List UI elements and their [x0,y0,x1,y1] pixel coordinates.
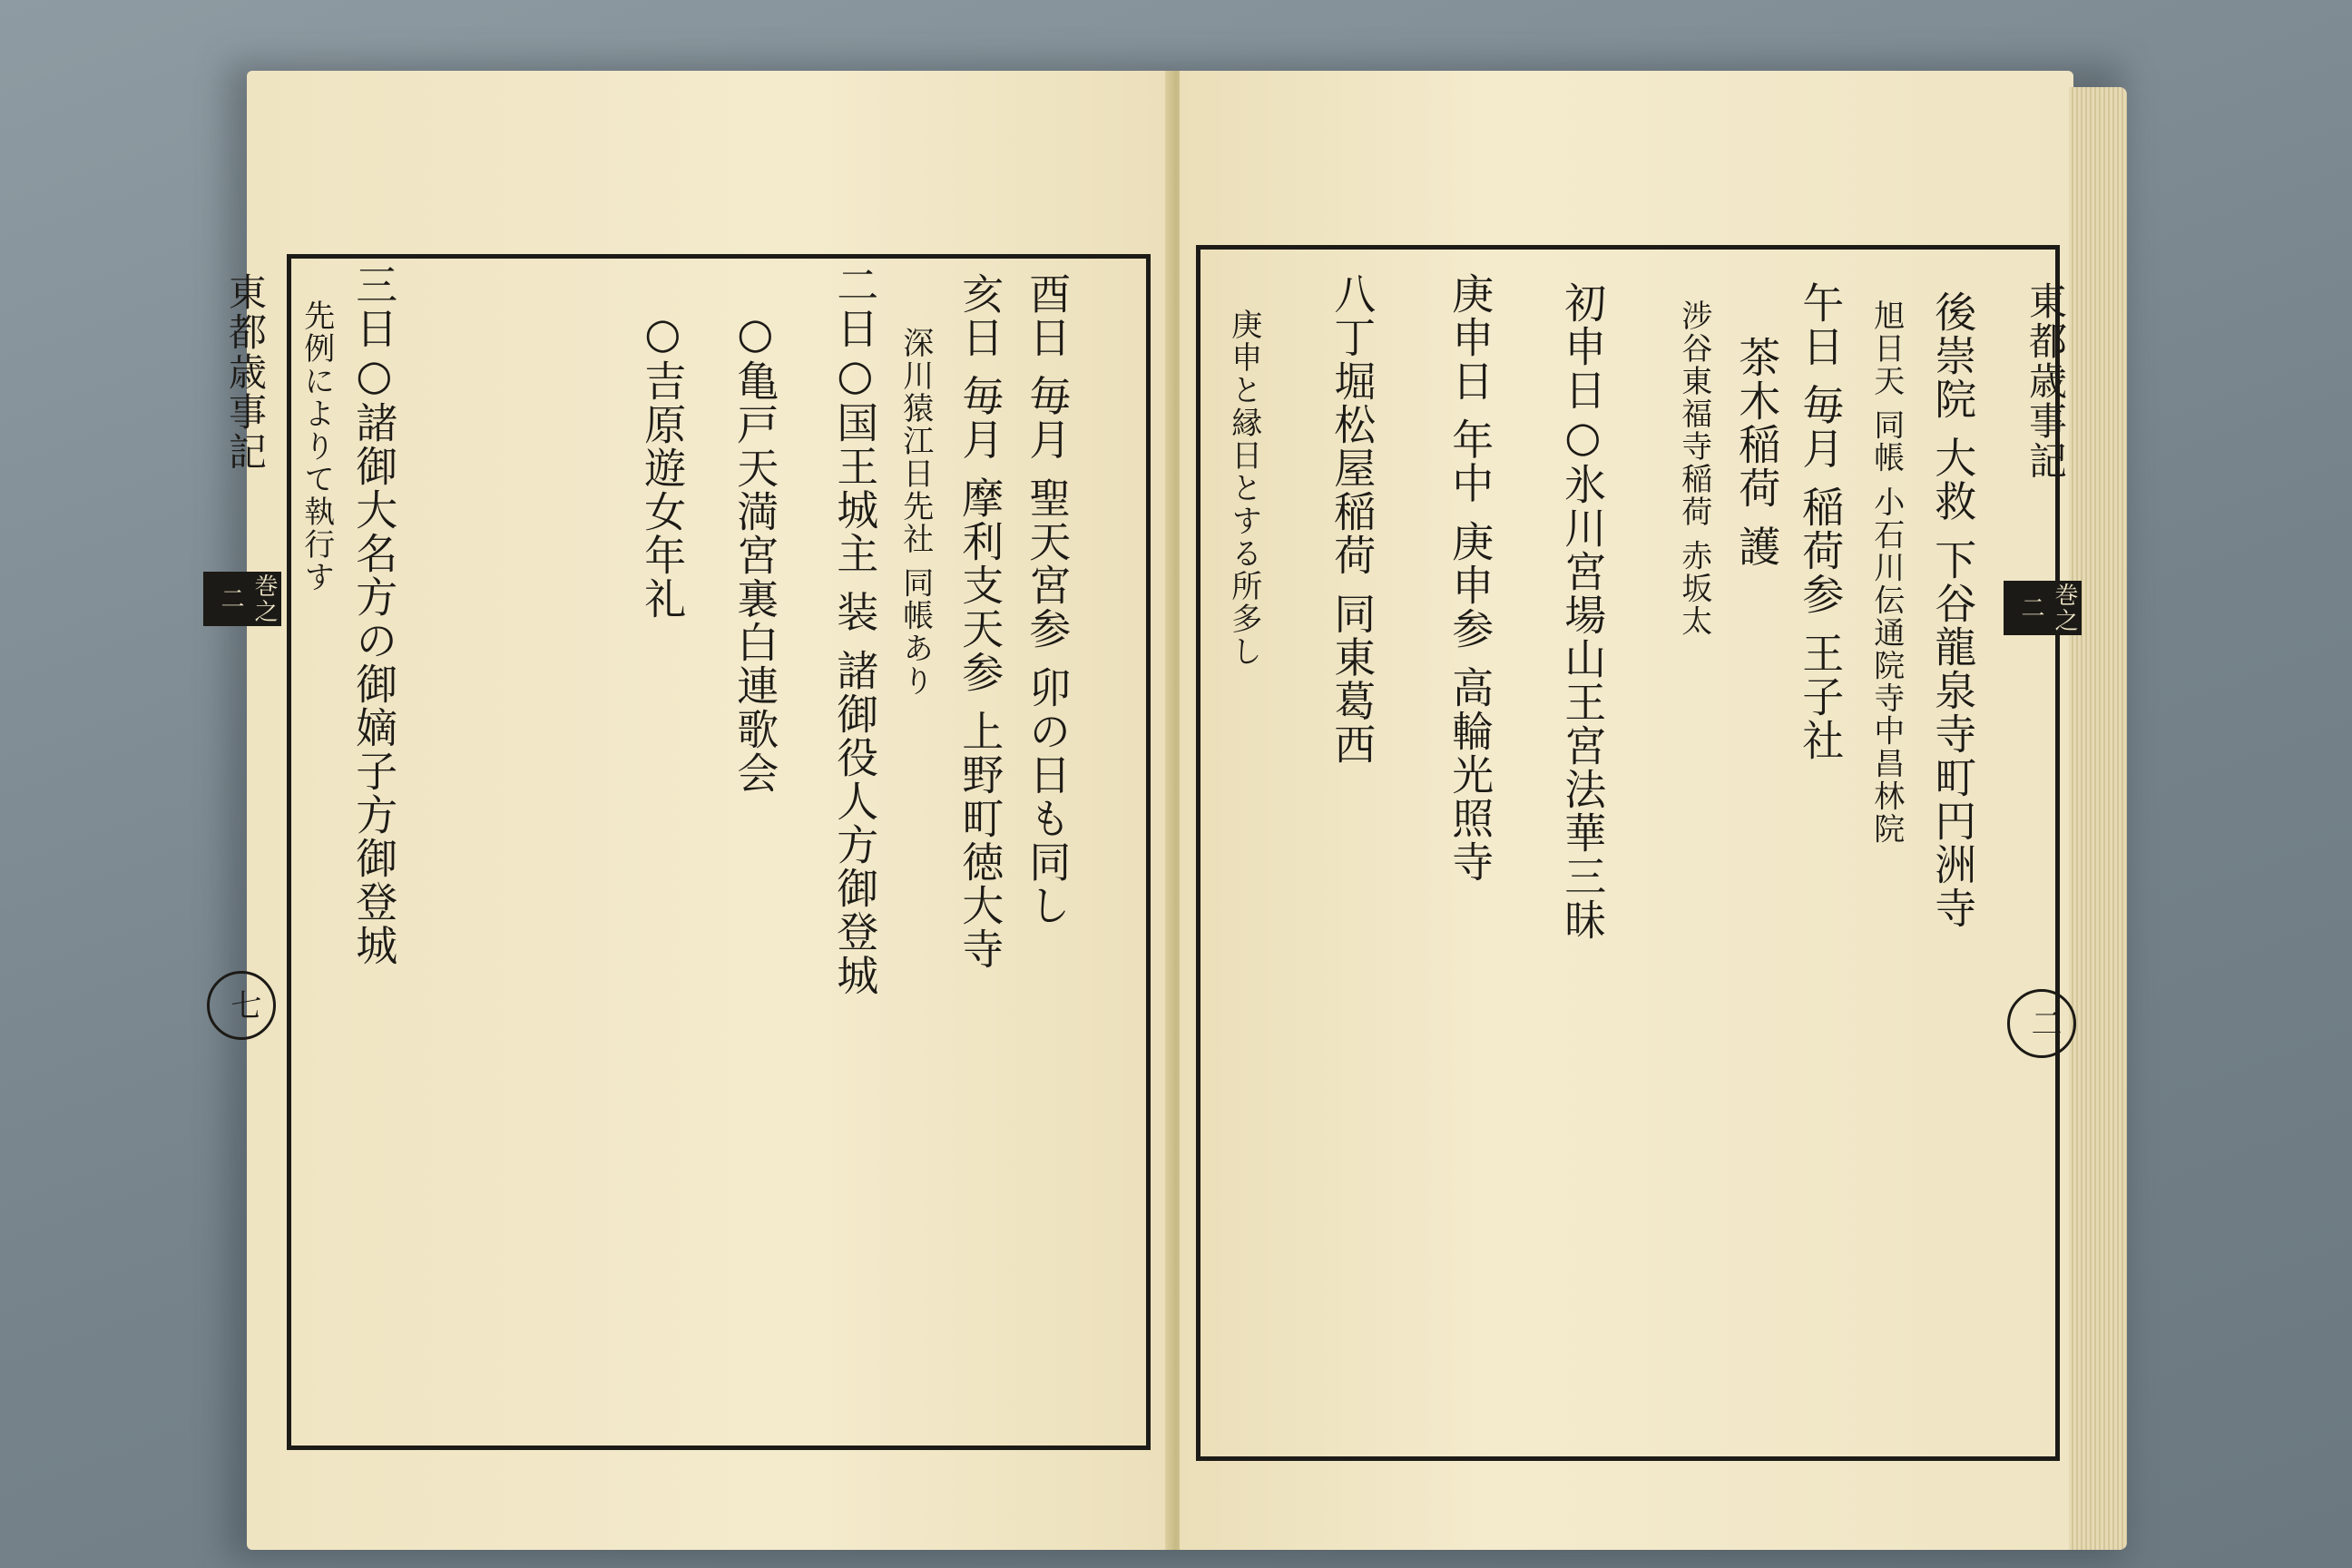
text-column: 先例によりて執行す [298,299,335,593]
text-column: 二日○国王城主 装 諸御役人方御登城 [830,263,880,998]
text-column: 庚申と縁日とする所多し [1225,309,1262,668]
text-column: ○吉原遊女年礼 [638,309,688,621]
text-column: 八丁堀松屋稲荷 同東葛西 [1328,272,1377,767]
text-column: 涉谷東福寺稲荷 赤坂太 [1675,299,1712,638]
left-page-spine [196,272,285,1198]
text-column: 初申日○氷川宮場山王宮法華三昧 [1558,281,1608,942]
text-column: 庚申日 年中 庚申参 高輪光照寺 [1446,272,1495,884]
text-column: 三日○諸御大名方の御嫡子方御登城 [349,263,399,967]
text-column: ○亀戸天満宮裏白連歌会 [730,309,780,795]
right-page-spine [1996,281,2085,1207]
left-page-frame [287,254,1151,1450]
text-column: 亥日 毎月 摩利支天参 上野町徳大寺 [956,272,1005,971]
left-frame-top-rule [287,254,1151,257]
right-page-folio: 二 [2025,1007,2062,1038]
right-page-volume: 巻之二 [2004,581,2082,635]
text-column: 後崇院 大救 下谷龍泉寺町円洲寺 [1928,290,1978,931]
left-page-folio: 七 [225,989,261,1020]
text-column: 酉日 毎月 聖天宮参 卯の日も同し [1023,272,1073,927]
left-page-title: 東都歳事記 [223,272,268,472]
text-column: 深川猿江日先社 同帳あり [897,327,934,698]
right-frame-top-rule [1196,245,2060,248]
left-page-volume: 巻之二 [203,572,281,626]
text-column: 午日 毎月 稲荷参 王子社 [1796,281,1846,762]
text-column: 旭日天 同帳 小石川伝通院寺中昌林院 [1867,299,1905,846]
text-column: 茶木稲荷 護 [1732,336,1782,569]
right-page-title: 東都歳事記 [2024,281,2068,481]
